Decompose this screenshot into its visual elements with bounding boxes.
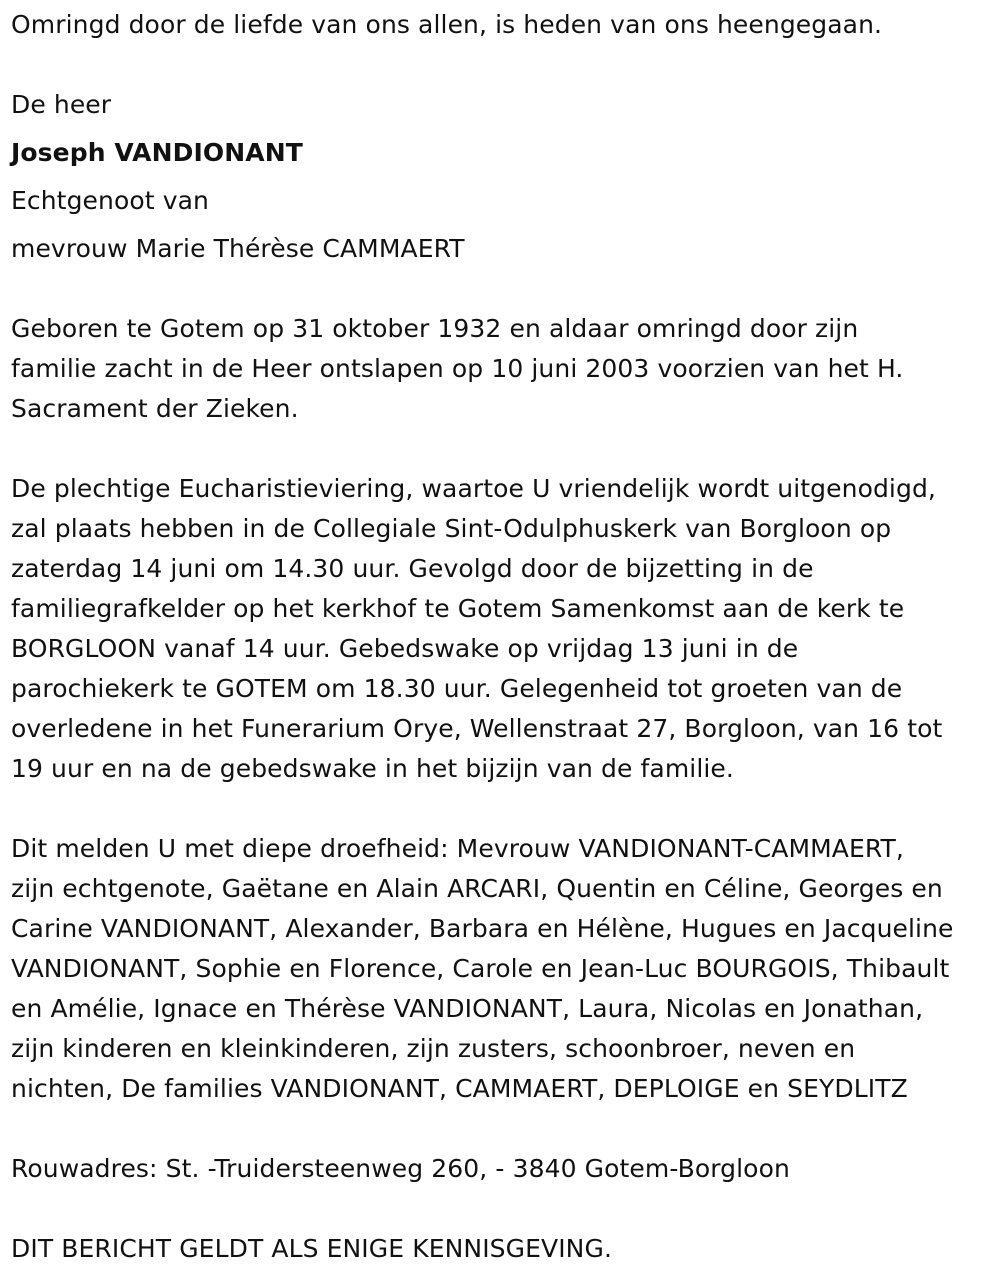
paragraph-line: BORGLOON vanaf 14 uur. Gebedswake op vrijdag 13 juni in de bbox=[11, 634, 799, 663]
paragraph-line: Carine VANDIONANT, Alexander, Barbara en Hélène, Hugues en Jacqueline bbox=[11, 914, 954, 943]
paragraph-line: overledene in het Funerarium Orye, Wellenstraat 27, Borgloon, van 16 tot bbox=[11, 714, 943, 743]
paragraph-line: zijn kinderen en kleinkinderen, zijn zusters, schoonbroer, neven en bbox=[11, 1034, 856, 1063]
birth-paragraph bbox=[11, 309, 903, 429]
paragraph-line: De plechtige Eucharistieviering, waartoe U vriendelijk wordt uitgenodigd, bbox=[11, 474, 936, 503]
spouse-label: Echtgenoot van bbox=[11, 186, 209, 215]
salutation: De heer bbox=[11, 90, 112, 119]
notice-text: DIT BERICHT GELDT ALS ENIGE KENNISGEVING. bbox=[11, 1234, 612, 1263]
paragraph-line: Sacrament der Zieken. bbox=[11, 394, 299, 423]
paragraph-line: zal plaats hebben in de Collegiale Sint-Odulphuskerk van Borgloon op bbox=[11, 514, 892, 543]
spouse-name: mevrouw Marie Thérèse CAMMAERT bbox=[11, 234, 465, 263]
paragraph-line: zijn echtgenote, Gaëtane en Alain ARCARI, Quentin en Céline, Georges en bbox=[11, 874, 943, 903]
deceased-name: Joseph VANDIONANT bbox=[11, 138, 303, 167]
paragraph-line: familie zacht in de Heer ontslapen op 10 juni 2003 voorzien van het H. bbox=[11, 354, 904, 383]
service-paragraph bbox=[11, 469, 942, 789]
intro-text: Omringd door de liefde van ons allen, is heden van ons heengegaan. bbox=[11, 10, 883, 39]
paragraph-line: Dit melden U met diepe droefheid: Mevrouw VANDIONANT-CAMMAERT, bbox=[11, 834, 904, 863]
family-paragraph bbox=[11, 829, 954, 1109]
paragraph-line: zaterdag 14 juni om 14.30 uur. Gevolgd door de bijzetting in de bbox=[11, 554, 814, 583]
paragraph-line: familiegrafkelder op het kerkhof te Gotem Samenkomst aan de kerk te bbox=[11, 594, 905, 623]
paragraph-line: Geboren te Gotem op 31 oktober 1932 en aldaar omringd door zijn bbox=[11, 314, 859, 343]
paragraph-line: 19 uur en na de gebedswake in het bijzijn van de familie. bbox=[11, 754, 734, 783]
paragraph-line: nichten, De families VANDIONANT, CAMMAERT, DEPLOIGE en SEYDLITZ bbox=[11, 1074, 908, 1103]
paragraph-line: en Amélie, Ignace en Thérèse VANDIONANT, Laura, Nicolas en Jonathan, bbox=[11, 994, 924, 1023]
paragraph-line: VANDIONANT, Sophie en Florence, Carole en Jean-Luc BOURGOIS, Thibault bbox=[11, 954, 950, 983]
mourning-address: Rouwadres: St. -Truidersteenweg 260, - 3840 Gotem-Borgloon bbox=[11, 1154, 790, 1183]
paragraph-line: parochiekerk te GOTEM om 18.30 uur. Gelegenheid tot groeten van de bbox=[11, 674, 903, 703]
